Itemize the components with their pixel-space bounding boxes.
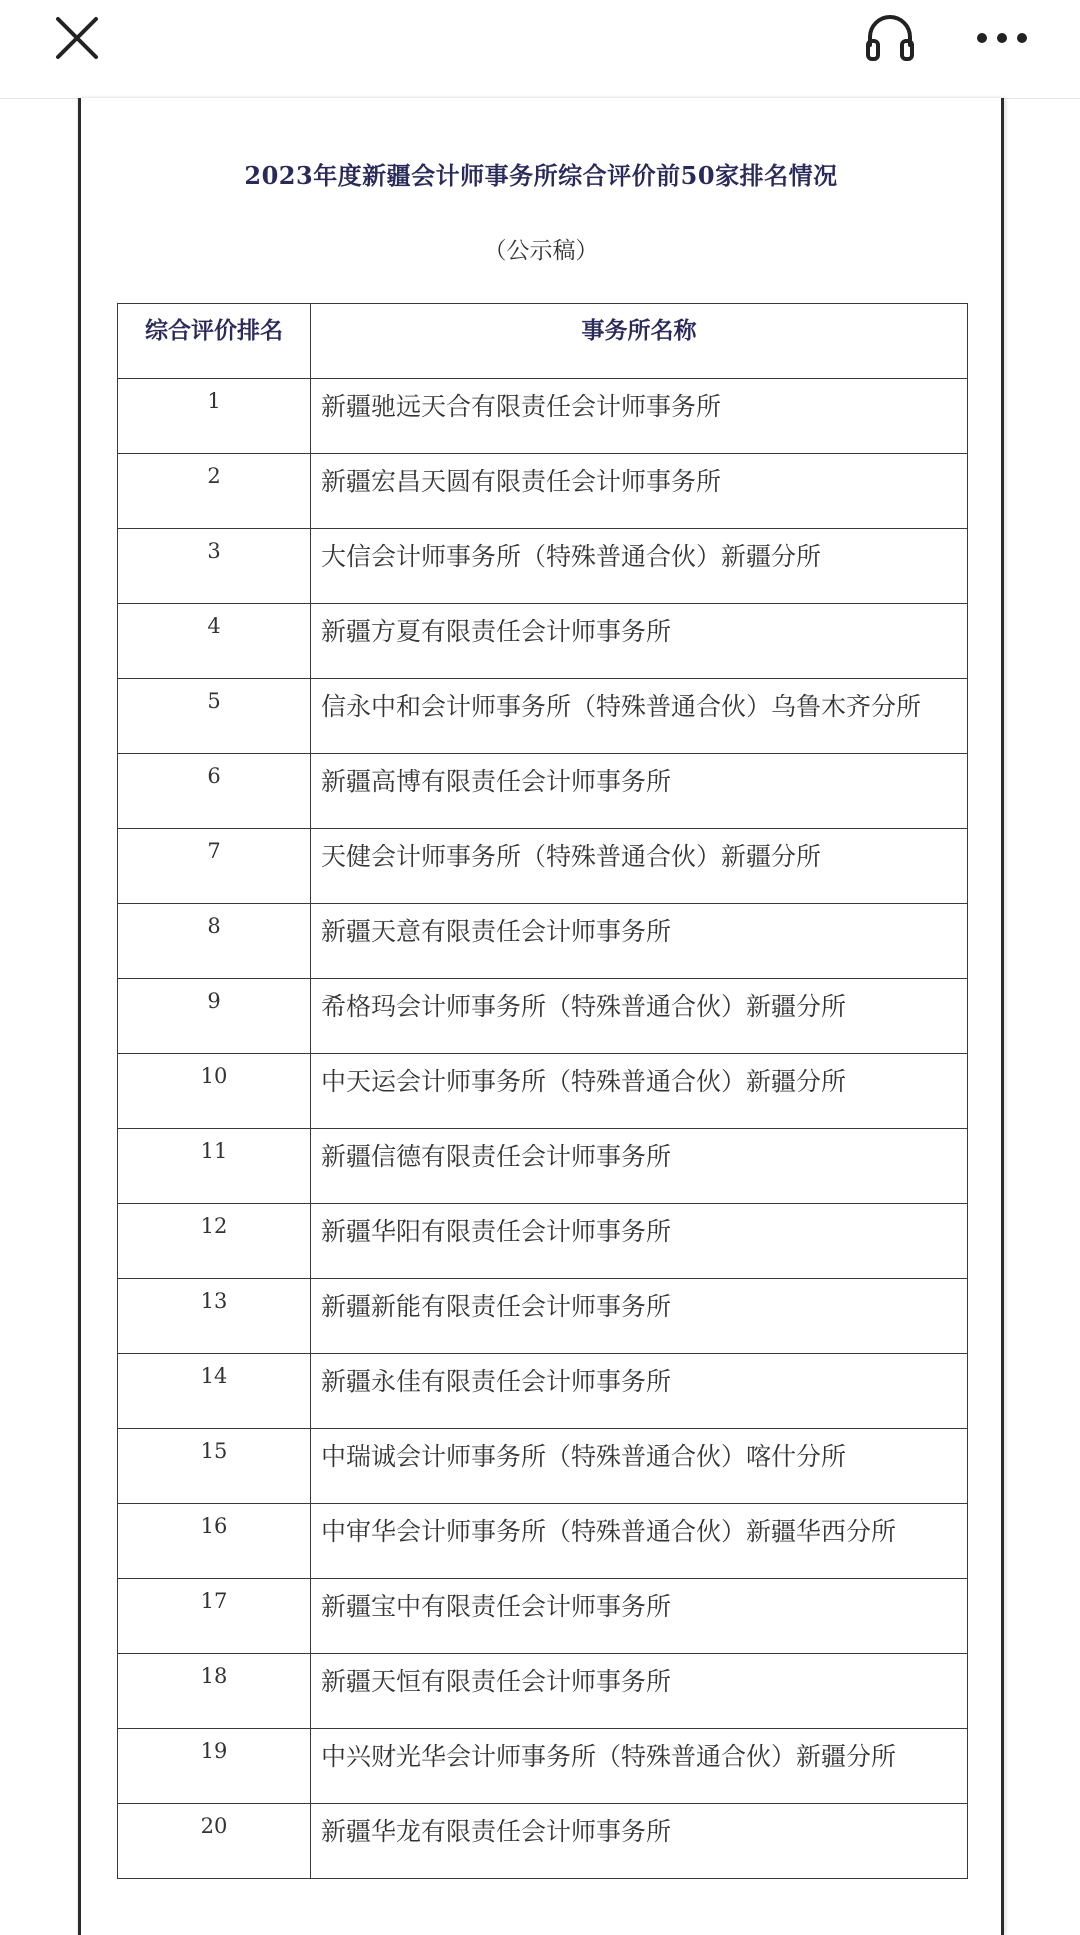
top-toolbar xyxy=(0,0,1080,99)
firm-name-cell: 新疆新能有限责任会计师事务所 xyxy=(311,1279,968,1354)
document-title: 2023年度新疆会计师事务所综合评价前50家排名情况 xyxy=(244,161,838,190)
firm-name-cell: 新疆永佳有限责任会计师事务所 xyxy=(311,1354,968,1429)
table-row xyxy=(118,604,968,679)
header-rank: 综合评价排名 xyxy=(118,304,311,379)
table-row xyxy=(118,1504,968,1579)
table-row xyxy=(118,1579,968,1654)
table-row xyxy=(118,1429,968,1504)
rank-cell: 13 xyxy=(118,1279,311,1354)
firm-name-cell: 希格玛会计师事务所（特殊普通合伙）新疆分所 xyxy=(311,979,968,1054)
table-row xyxy=(118,979,968,1054)
table-row xyxy=(118,904,968,979)
table-row xyxy=(118,1129,968,1204)
table-row xyxy=(118,379,968,454)
rank-cell: 1 xyxy=(118,379,311,454)
table-row xyxy=(118,1054,968,1129)
rank-cell: 7 xyxy=(118,829,311,904)
rank-cell: 18 xyxy=(118,1654,311,1729)
rank-cell: 17 xyxy=(118,1579,311,1654)
firm-name-cell: 新疆宝中有限责任会计师事务所 xyxy=(311,1579,968,1654)
rank-cell: 9 xyxy=(118,979,311,1054)
firm-name-cell: 新疆驰远天合有限责任会计师事务所 xyxy=(311,379,968,454)
table-row xyxy=(118,1354,968,1429)
rank-cell: 3 xyxy=(118,529,311,604)
table-row xyxy=(118,1204,968,1279)
firm-name-cell: 新疆方夏有限责任会计师事务所 xyxy=(311,604,968,679)
rank-cell: 16 xyxy=(118,1504,311,1579)
firm-name-cell: 新疆高博有限责任会计师事务所 xyxy=(311,754,968,829)
rank-cell: 2 xyxy=(118,454,311,529)
firm-name-cell: 信永中和会计师事务所（特殊普通合伙）乌鲁木齐分所 xyxy=(311,679,968,754)
rank-cell: 12 xyxy=(118,1204,311,1279)
rank-cell: 19 xyxy=(118,1729,311,1804)
firm-name-cell: 新疆宏昌天圆有限责任会计师事务所 xyxy=(311,454,968,529)
rank-cell: 4 xyxy=(118,604,311,679)
firm-name-cell: 新疆天恒有限责任会计师事务所 xyxy=(311,1654,968,1729)
firm-name-cell: 中瑞诚会计师事务所（特殊普通合伙）喀什分所 xyxy=(311,1429,968,1504)
table-row xyxy=(118,1654,968,1729)
rank-cell: 11 xyxy=(118,1129,311,1204)
rank-cell: 5 xyxy=(118,679,311,754)
rank-cell: 20 xyxy=(118,1804,311,1879)
firm-name-cell: 大信会计师事务所（特殊普通合伙）新疆分所 xyxy=(311,529,968,604)
table-body xyxy=(118,379,968,1879)
rank-cell: 6 xyxy=(118,754,311,829)
firm-name-cell: 中兴财光华会计师事务所（特殊普通合伙）新疆分所 xyxy=(311,1729,968,1804)
rank-cell: 8 xyxy=(118,904,311,979)
firm-name-cell: 新疆天意有限责任会计师事务所 xyxy=(311,904,968,979)
firm-name-cell: 中审华会计师事务所（特殊普通合伙）新疆华西分所 xyxy=(311,1504,968,1579)
close-icon xyxy=(52,13,102,63)
rank-cell: 15 xyxy=(118,1429,311,1504)
header-firm-name: 事务所名称 xyxy=(311,304,968,379)
table-row xyxy=(118,829,968,904)
more-dots-icon xyxy=(972,24,1032,52)
firm-name-cell: 新疆华阳有限责任会计师事务所 xyxy=(311,1204,968,1279)
document-page xyxy=(78,98,1004,1935)
rank-cell: 14 xyxy=(118,1354,311,1429)
firm-name-cell: 天健会计师事务所（特殊普通合伙）新疆分所 xyxy=(311,829,968,904)
firm-name-cell: 新疆信德有限责任会计师事务所 xyxy=(311,1129,968,1204)
more-options-button[interactable] xyxy=(972,24,1032,52)
document-subtitle: （公示稿） xyxy=(483,238,599,264)
table-row xyxy=(118,454,968,529)
table-row xyxy=(118,1729,968,1804)
close-button[interactable] xyxy=(52,13,102,63)
ranking-table xyxy=(117,303,968,1879)
headphones-icon xyxy=(862,11,918,63)
table-row xyxy=(118,529,968,604)
listen-button[interactable] xyxy=(862,11,918,63)
rank-cell: 10 xyxy=(118,1054,311,1129)
table-row xyxy=(118,1804,968,1879)
firm-name-cell: 中天运会计师事务所（特殊普通合伙）新疆分所 xyxy=(311,1054,968,1129)
table-row xyxy=(118,1279,968,1354)
table-row xyxy=(118,754,968,829)
firm-name-cell: 新疆华龙有限责任会计师事务所 xyxy=(311,1804,968,1879)
table-row xyxy=(118,679,968,754)
table-header-row xyxy=(118,304,968,379)
